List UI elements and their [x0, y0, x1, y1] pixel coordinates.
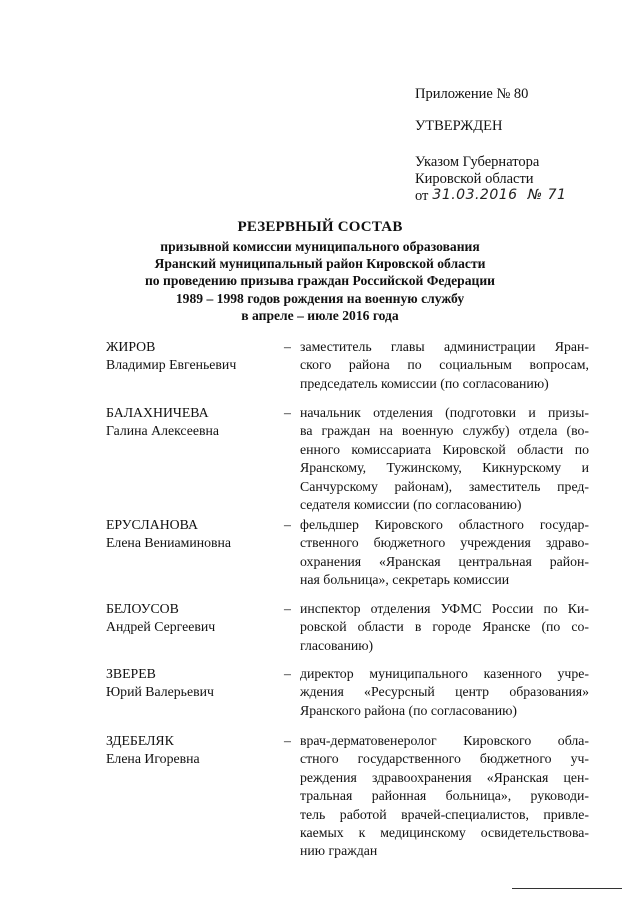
member-dash: –	[284, 339, 291, 354]
member-surname: ЖИРОВ	[106, 339, 156, 354]
title-line-4: 1989 – 1998 годов рождения на военную службу	[175, 290, 465, 306]
member-given-name: Галина Алексеевна	[106, 423, 219, 439]
member-role	[300, 338, 589, 393]
role-line: врач-дерматовенеролог Кировского обла-	[300, 733, 589, 748]
role-line: директор муниципального казенного учре-	[300, 666, 589, 681]
role-line: ная больница», секретарь комиссии	[300, 572, 510, 588]
role-line: Санчурскому районам), заместитель пред-	[300, 478, 589, 494]
role-line: реждения здравоохранения «Яранская цен-	[300, 769, 589, 785]
member-entry	[106, 732, 589, 861]
member-entry	[106, 665, 589, 720]
member-given-name: Елена Вениаминовна	[106, 535, 232, 551]
role-line: седателя комиссии (по согласованию)	[300, 497, 522, 513]
member-dash: –	[284, 405, 291, 420]
title-line-3: по проведению призыва граждан Российской Федерации	[144, 273, 496, 289]
member-role	[300, 600, 589, 655]
role-line: заместитель главы администрации Яран-	[300, 339, 589, 354]
document-title	[60, 218, 580, 324]
role-line: Яранского района (по согласованию)	[300, 702, 518, 718]
member-given-name: Владимир Евгеньевич	[106, 357, 237, 373]
role-line: ственного бюджетного учреждения здраво-	[300, 535, 589, 551]
member-role	[300, 732, 589, 861]
role-line: председатель комиссии (по согласованию)	[300, 375, 549, 391]
member-entry	[106, 600, 589, 655]
role-line: ровской области в городе Яранске (по со-	[300, 619, 589, 635]
role-line: Яранскому, Тужинскому, Кикнурскому и	[300, 460, 589, 476]
handwritten-number: № 71	[527, 187, 567, 203]
appendix-label: Приложение № 80	[415, 86, 529, 102]
handwritten-date: 31.03.2016	[432, 187, 518, 203]
member-given-name: Андрей Сергеевич	[106, 619, 216, 635]
role-line: енного комиссариата Кировской области по	[300, 441, 589, 457]
role-line: нию граждан	[300, 843, 378, 859]
role-line: ждения «Ресурсный центр образования»	[300, 684, 589, 700]
role-line: начальник отделения (подготовки и призы-	[300, 405, 589, 420]
member-role	[300, 404, 589, 514]
member-name	[106, 665, 284, 720]
role-line: тель работой врачей-специалистов, привле-	[300, 806, 589, 822]
member-surname: ЗДЕБЕЛЯК	[106, 733, 174, 748]
decree-date-line	[415, 188, 615, 205]
footer-divider	[512, 888, 622, 889]
title-line-2: Яранский муниципальный район Кировской области	[154, 256, 486, 272]
role-line: охранения «Яранская центральная район-	[300, 553, 589, 569]
role-line: каемых к медицинскому освидетельствова-	[300, 825, 589, 841]
role-line: ского района по социальным вопросам,	[300, 357, 589, 373]
title-line-5: в апреле – июле 2016 года	[241, 307, 399, 323]
member-name	[106, 600, 284, 655]
date-prefix: от	[415, 188, 429, 204]
member-name	[106, 338, 284, 393]
member-dash: –	[284, 733, 291, 748]
decree-line-2: Кировской области	[415, 171, 534, 187]
approval-block	[415, 86, 615, 205]
member-name	[106, 732, 284, 861]
member-name	[106, 516, 284, 590]
role-line: стного государственного бюджетного уч-	[300, 751, 589, 767]
member-surname: БАЛАХНИЧЕВА	[106, 405, 209, 420]
member-surname: БЕЛОУСОВ	[106, 601, 179, 616]
role-line: инспектор отделения УФМС России по Ки-	[300, 601, 589, 616]
decree-line-1: Указом Губернатора	[415, 154, 540, 170]
member-dash: –	[284, 601, 291, 616]
member-role	[300, 665, 589, 720]
member-entry	[106, 404, 589, 514]
approved-stamp-text: УТВЕРЖДЕН	[415, 118, 503, 134]
member-given-name: Елена Игоревна	[106, 751, 200, 767]
member-entry	[106, 338, 589, 393]
role-line: фельдшер Кировского областного государ-	[300, 517, 589, 532]
title-main: РЕЗЕРВНЫЙ СОСТАВ	[237, 219, 403, 235]
member-role	[300, 516, 589, 590]
member-dash: –	[284, 517, 291, 532]
member-entry	[106, 516, 589, 590]
role-line: тральная районная больница», руководи-	[300, 788, 589, 804]
role-line: гласованию)	[300, 637, 374, 653]
member-surname: ЗВЕРЕВ	[106, 666, 156, 681]
member-dash: –	[284, 666, 291, 681]
member-name	[106, 404, 284, 514]
member-given-name: Юрий Валерьевич	[106, 684, 214, 700]
role-line: ва граждан на военную службу) отдела (во-	[300, 423, 589, 439]
member-surname: ЕРУСЛАНОВА	[106, 517, 198, 532]
title-line-1: призывной комиссии муниципального образования	[160, 239, 480, 254]
